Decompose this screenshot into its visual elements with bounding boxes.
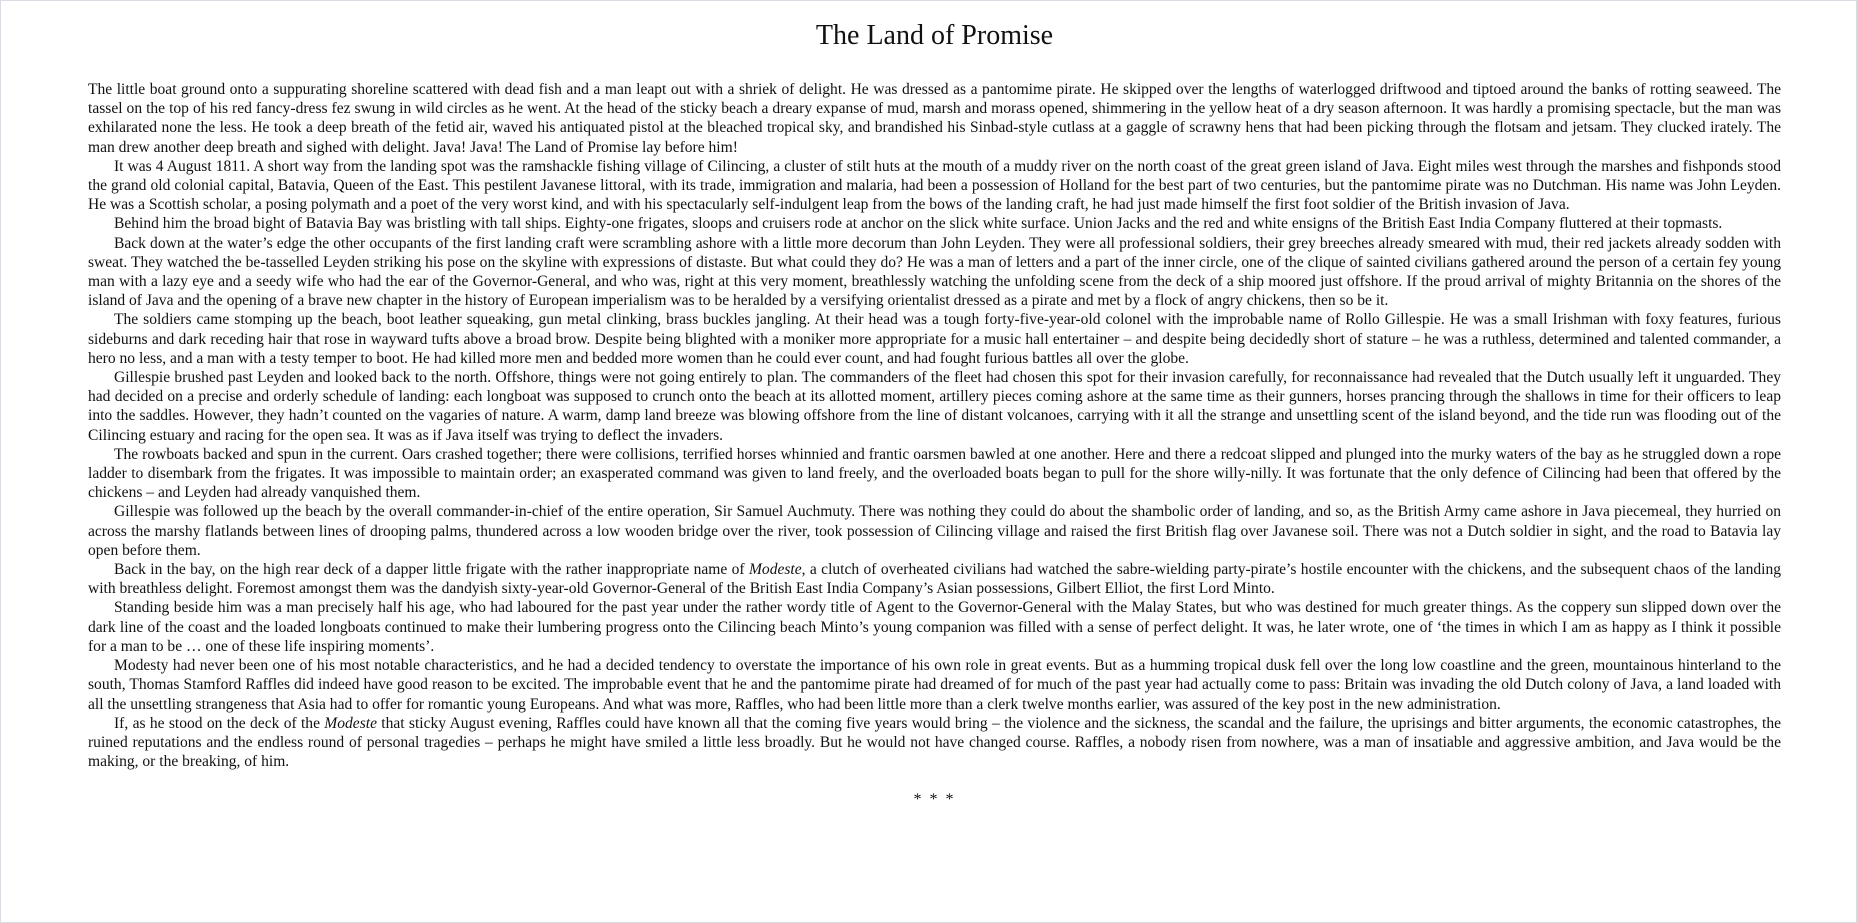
ship-name: Modeste <box>748 561 802 579</box>
chapter-title: The Land of Promise <box>815 20 1054 51</box>
paragraph: The soldiers came stomping up the beach, boot leather squeaking, gun metal clinking, brass buckles jangling. At their head was a tough forty-five-year-old colonel with the improbable name of Rollo Gillespie. He was a small Irishman with foxy features, furious sideburns and dark receding hair that rose in wayward tufts above a broad brow. Despite being blighted with a moniker more appropriate for a music hall entertainer – and despite being decidedly short of stature – he was a ruthless, determined and talented commander, a hero no less, and a man with a testy temper to boot. He had killed more men and bedded more women than he could ever count, and had fought furious battles all over the globe. <box>88 311 1781 367</box>
paragraph: Gillespie was followed up the beach by the overall commander-in-chief of the entire operation, Sir Samuel Auchmuty. There was nothing they could do about the shambolic order of landing, and so, as the British Army came ashore in Java piecemeal, they hurried on across the marshy flatlands between lines of drooping palms, thundered across a low wooden bridge over the river, took possession of Cilincing village and raised the first British flag over Javanese soil. There was not a Dutch soldier in sight, and the road to Batavia lay open before them. <box>88 503 1781 559</box>
chapter-body <box>88 80 1781 771</box>
paragraph <box>88 560 1781 598</box>
paragraph-text: that sticky August evening, Raffles could have known all that the coming five years would bring – the violence and the sickness, the scandal and the failure, the uprisings and bitter arguments, the economic catastrophes, the ruined reputations and the endless round of personal tragedies – perhaps he might have smiled a little less broadly. But he would not have changed course. Raffles, a nobody risen from nowhere, was a man of insatiable and aggressive ambition, and Java would be the making, or the breaking, of him. <box>88 714 1781 771</box>
paragraph: Modesty had never been one of his most notable characteristics, and he had a decided tendency to overstate the importance of his own role in great events. But as a humming tropical dusk fell over the long low coastline and the green, mountainous hinterland to the south, Thomas Stamford Raffles did indeed have good reason to be excited. The improbable event that he and the pantomime pirate had dreamed of for much of the past year had actually come to pass: Britain was invading the old Dutch colony of Java, a land loaded with all the unsettling strangeness that Asia had to offer for romantic young Europeans. And what was more, Raffles, who had been little more than a clerk twelve months earlier, was assured of the key post in the new administration. <box>88 657 1781 713</box>
paragraph: Standing beside him was a man precisely half his age, who had laboured for the past year under the rather wordy title of Agent to the Governor-General with the Malay States, but who was destined for much greater things. As the coppery sun slipped down over the dark line of the coast and the loaded longboats continued to make their lumbering progress onto the Cilincing beach Minto’s young companion was filled with a sense of perfect delight. It was, he later wrote, one of ‘the times in which I am as happy as I think it possible for a man to be … one of these life inspiring moments’. <box>88 599 1781 655</box>
paragraph: The rowboats backed and spun in the current. Oars crashed together; there were collisions, terrified horses whinnied and frantic oarsmen bawled at one another. Here and there a redcoat slipped and plunged into the murky waters of the bay as he struggled down a rope ladder to disembark from the frigates. It was impossible to maintain order; an exasperated command was given to land freely, and the overloaded boats began to pull for the shore willy-nilly. It was fortunate that the only defence of Cilincing had been that offered by the chickens – and Leyden had already vanquished them. <box>88 445 1781 502</box>
paragraph: Behind him the broad bight of Batavia Bay was bristling with tall ships. Eighty-one frigates, sloops and cruisers rode at anchor on the slick white surface. Union Jacks and the red and white ensigns of the British East India Company fluttered at their topmasts. <box>114 215 1723 233</box>
section-separator: * * * <box>913 791 956 809</box>
page-content <box>88 1 1781 809</box>
paragraph <box>88 714 1781 772</box>
paragraph-text: Back in the bay, on the high rear deck of a dapper little frigate with the rather inappropriate name of <box>114 561 749 579</box>
paragraph: Back down at the water’s edge the other occupants of the first landing craft were scrambling ashore with a little more decorum than John Leyden. They were all professional soldiers, their grey breeches already smeared with mud, their red jackets already sodden with sweat. They watched the be-tasselled Leyden striking his pose on the skyline with expressions of distaste. But what could they do? He was a man of letters and a part of the inner circle, one of the clique of sainted civilians gathered around the person of a certain fey young man with a lazy eye and a seedy wife who had the ear of the Governor-General, and who was, right at this very moment, breathlessly watching the unfolding scene from the deck of a ship moored just offshore. If the proud arrival of mighty Britannia on the shores of the island of Java and the opening of a brave new chapter in the history of European imperialism was to be heralded by a versifying orientalist dressed as a pirate and met by a flock of angry chickens, then so be it. <box>88 234 1781 310</box>
paragraph-text: , a clutch of overheated civilians had watched the sabre-wielding party-pirate’s hostile encounter with the chickens, and the subsequent chaos of the landing with breathless delight. Foremost amongst them was the dandyish sixty-year-old Governor-General of the British East India Company’s Asian possessions, Gilbert Elliot, the first Lord Minto. <box>88 561 1781 598</box>
paragraph: The little boat ground onto a suppurating shoreline scattered with dead fish and a man leapt out with a shriek of delight. He was dressed as a pantomime pirate. He skipped over the lengths of waterlogged driftwood and tiptoed around the banks of rotting seaweed. The tassel on the top of his red fancy-dress fez swung in wild circles as he went. At the head of the sticky beach a dreary expanse of mud, marsh and morass opened, shimmering in the yellow heat of a dry season afternoon. It was hardly a promising spectacle, but the man was exhilarated none the less. He took a deep breath of the fetid air, waved his antiquated pistol at the bleached tropical sky, and brandished his Sinbad-style cutlass at a gaggle of scrawny hens that had been picking through the flotsam and jetsam. They clucked irately. The man drew another deep breath and sighed with delight. Java! Java! The Land of Promise lay before him! <box>88 81 1781 156</box>
ship-name: Modeste <box>324 714 377 732</box>
paragraph-text: If, as he stood on the deck of the <box>114 714 325 732</box>
paragraph: Gillespie brushed past Leyden and looked back to the north. Offshore, things were not going entirely to plan. The commanders of the fleet had chosen this spot for their invasion carefully, for reconnaissance had revealed that the Dutch usually left it unguarded. They had decided on a precise and orderly schedule of landing: each longboat was supposed to crunch onto the beach at its allotted moment, artillery pieces coming ashore at the same time as their gunners, horses prancing through the shallows in time for their officers to leap into the saddles. However, they hadn’t counted on the vagaries of nature. A warm, damp land breeze was blowing offshore from the line of distant volcanoes, carrying with it all the strange and unsettling scent of the island beyond, and the tide run was flooding out of the Cilincing estuary and racing for the open sea. It was as if Java itself was trying to deflect the invaders. <box>88 369 1781 444</box>
paragraph: It was 4 August 1811. A short way from the landing spot was the ramshackle fishing village of Cilincing, a cluster of stilt huts at the mouth of a muddy river on the north coast of the great green island of Java. Eight miles west through the marshes and fishponds stood the grand old colonial capital, Batavia, Queen of the East. This pestilent Javanese littoral, with its trade, immigration and malaria, had been a possession of Holland for the best part of two centuries, but the pantomime pirate was no Dutchman. His name was John Leyden. He was a Scottish scholar, a posing polymath and a poet of the very worst kind, and with his spectacularly self-indulgent leap from the bows of the landing craft, he had just made himself the first foot soldier of the British invasion of Java. <box>88 157 1781 214</box>
